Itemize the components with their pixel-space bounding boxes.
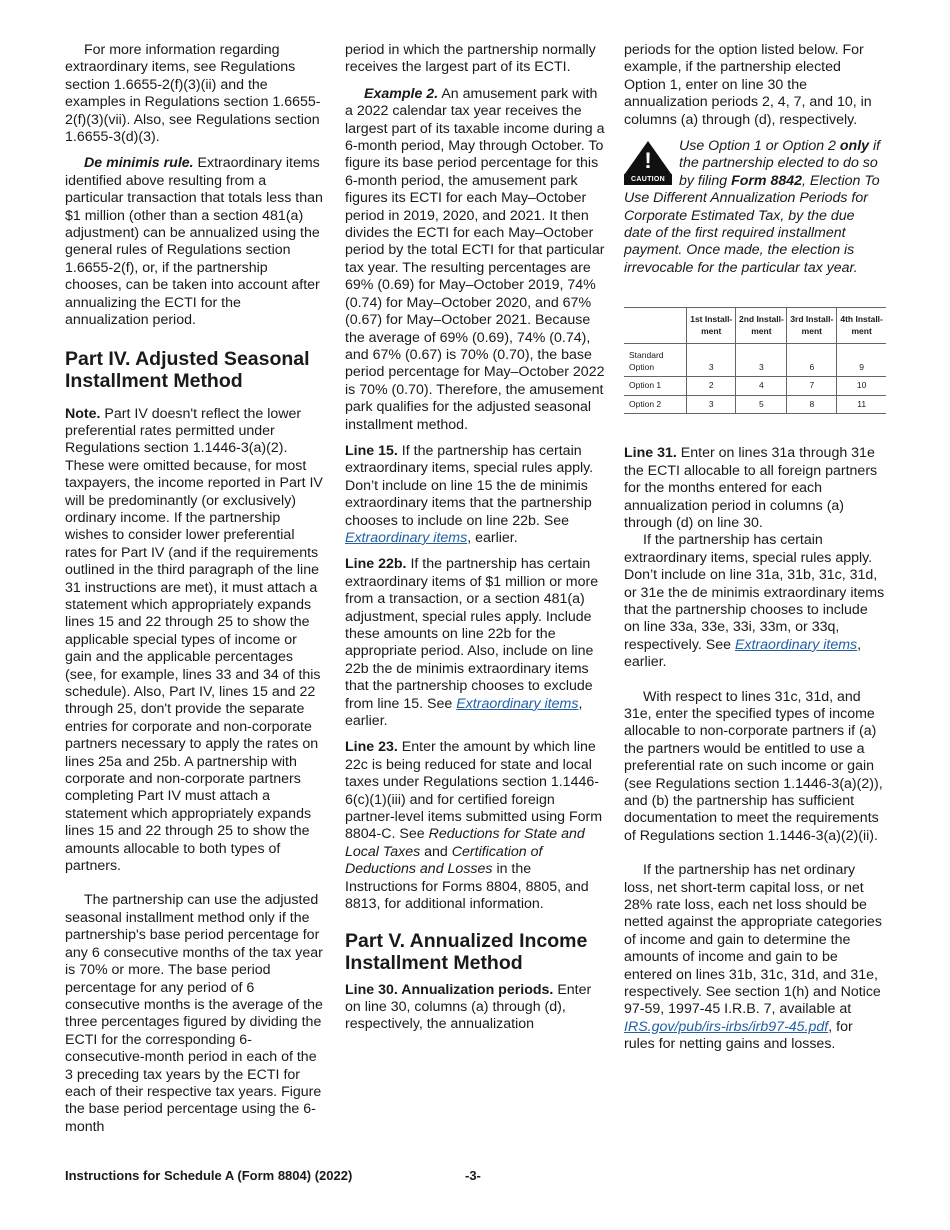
caution-only: only bbox=[839, 138, 870, 155]
caution-icon: ! CAUTION bbox=[624, 141, 672, 185]
net-loss-text: If the partnership has net ordinary loss, net short-term capital loss, or net 28% rate loss, each net loss should be netted against the appropriate categories of income and gain to determine the amounts of income and gain to be entered on lines 31b, 31c, 31d, and 31e, respectively. See section 1(h) and Notice 97-59, 1997-45 I.R.B. 7, available at bbox=[624, 862, 882, 1018]
line-22b-tail: , earlier. bbox=[345, 695, 583, 730]
table-cell: 3 bbox=[736, 344, 787, 377]
table-header-row bbox=[624, 308, 886, 344]
reductions-title: Reductions for State and Local Taxes bbox=[345, 826, 585, 860]
caution-text-2: if the partnership elected to do so by filing bbox=[679, 138, 881, 189]
line-31-lead: Line 31. bbox=[624, 445, 677, 462]
line-22b-text: If the partnership has certain extraordinary items of $1 million or more from a transaction, or a section 481(a) adjustment, special rules apply. Include these amounts on line 22b for the appropriate period. Also, include on line 22b the de minimis extraordinary items that the partnership chooses to exclude from line 15. See bbox=[345, 556, 599, 712]
column-2 bbox=[345, 42, 607, 1043]
paragraph-continued: periods for the option listed below. For example, if the partnership elected Option 1, enter on line 30 the annualization periods 2, 4, 7, and 10, in columns (a) through (d), respectively. bbox=[624, 42, 872, 128]
table-cell: 5 bbox=[736, 395, 787, 414]
column-3 bbox=[624, 42, 886, 1063]
table-cell: 3 bbox=[687, 395, 736, 414]
line-23-text: Enter the amount by which line 22c is being reduced for state and local taxes under Regulations section 1.1446-6(c)(1)(iii) and for certified foreign partner-level items submitted using Form 8804-C. See bbox=[345, 739, 603, 843]
paragraph-line-31-extraordinary bbox=[624, 532, 886, 671]
extraordinary-items-link[interactable]: Extraordinary items bbox=[456, 695, 579, 712]
extraordinary-items-link[interactable]: Extraordinary items bbox=[345, 529, 468, 546]
paragraph-continued: period in which the partnership normally receives the largest part of its ECTI. bbox=[345, 42, 596, 76]
paragraph-note bbox=[65, 406, 327, 876]
paragraph-example-2 bbox=[345, 86, 607, 434]
table-cell: 8 bbox=[787, 395, 837, 414]
table-cell: 10 bbox=[837, 377, 886, 396]
part-iv-heading: Part IV. Adjusted Seasonal Installment Method bbox=[65, 347, 310, 392]
table-header: 2nd Install-ment bbox=[736, 308, 787, 344]
table-cell: 3 bbox=[687, 344, 736, 377]
caution-text-1: Use Option 1 or Option 2 bbox=[679, 138, 836, 155]
paragraph-line-30 bbox=[345, 982, 607, 1034]
line-15-tail: , earlier. bbox=[467, 529, 518, 546]
row-label: Standard Option bbox=[629, 350, 664, 372]
paragraph-line-31 bbox=[624, 445, 886, 532]
paragraph-lines-31c-31e: With respect to lines 31c, 31d, and 31e, enter the specified types of income allocable to non-corporate partners if (a) the partners would be entitled to use a preferential rate on such income or gain (see Regulations section 1.1446-3(a)(2)), and (b) the partnership has sufficient documentation to meet the requirements of Regulations section 1.1446-3(a)(2)(ii). bbox=[624, 688, 883, 844]
caution-form: Form 8842 bbox=[731, 172, 803, 189]
line-30-text: Enter on line 30, columns (a) through (d), respectively, the annualization bbox=[345, 981, 592, 1033]
note-lead: Note. bbox=[65, 405, 101, 422]
table-row bbox=[624, 344, 886, 377]
line-15-lead: Line 15. bbox=[345, 442, 398, 459]
table-cell: 6 bbox=[787, 344, 837, 377]
de-minimis-lead: De minimis rule. bbox=[84, 155, 194, 172]
caution-text-3: , Election To Use Different Annualization Periods for Corporate Estimated Tax, by the due date of the first required installment payment. Once made, the election is irrevocable for the particular tax year. bbox=[624, 172, 880, 276]
line-30-lead: Line 30. Annualization periods. bbox=[345, 981, 554, 998]
paragraph-extraordinary-info: For more information regarding extraordinary items, see Regulations section 1.6655-2(f)(3)(ii) and the examples in Regulations section 1.6655-2(f)(3)(vii). Also, see Regulations section 1.6655-3(d)(3). bbox=[65, 42, 321, 146]
table-header: 1st Install-ment bbox=[687, 308, 736, 344]
paragraph-de-minimis bbox=[65, 155, 327, 329]
net-loss-tail: , for rules for netting gains and losses. bbox=[624, 1018, 853, 1053]
table-cell: 7 bbox=[787, 377, 837, 396]
paragraph-line-15 bbox=[345, 443, 607, 547]
paragraph-line-23 bbox=[345, 739, 607, 913]
example-2-lead: Example 2. bbox=[364, 85, 439, 102]
line-31-tail: , earlier. bbox=[624, 636, 862, 671]
line-15-text: If the partnership has certain extraordinary items, special rules apply. Don’t include on line 15 the de minimis extraordinary items that the partnership chooses to include on line 22b. See bbox=[345, 442, 594, 529]
table-cell: 4 bbox=[736, 377, 787, 396]
table-row bbox=[624, 395, 886, 414]
table-cell: 2 bbox=[687, 377, 736, 396]
line-22b-lead: Line 22b. bbox=[345, 556, 407, 573]
line-23-lead: Line 23. bbox=[345, 739, 398, 756]
table-header: 4th Install-ment bbox=[837, 308, 886, 344]
example-2-text: An amusement park with a 2022 calendar tax year receives the largest part of its taxable income during a 6-month period, May through October. To figure its base period percentage for this 6-month period, the amusement park figures its ECTI for each May–October period in 2019, 2020, and 2021. It then divides the ECTI for each May–October period by the total ECTI for that particular tax year. The resulting percentages are 69% (0.69) for May–October 2019, 74% (0.74) for May–October 2020, and 67% (0.67) for May–October 2021. Because the average of 69% (0.69), 74% (0.74), and 67% (0.67) is 70% (0.70), the base period percentage for May–October 2022 is 70% (0.70). Therefore, the amusement park qualifies for the adjusted seasonal installment method. bbox=[345, 85, 605, 433]
part-v-heading: Part V. Annualized Income Installment Method bbox=[345, 929, 588, 974]
table-header: 3rd Install-ment bbox=[787, 308, 837, 344]
paragraph-net-loss bbox=[624, 862, 886, 1053]
caution-note bbox=[624, 138, 886, 277]
annualization-options-table bbox=[624, 307, 886, 414]
table-row bbox=[624, 377, 886, 396]
line-23-tail: in the Instructions for Forms 8804, 8805, and 8813, for additional information. bbox=[345, 861, 589, 913]
note-text: Part IV doesn't reflect the lower preferential rates permitted under Regulations section 1.1446-3(a)(2). These were omitted because, for most taxpayers, the income reported in Part IV will be predominantly (or exclusively) ordinary income. If the partnership wishes to consider lower preferential rates for Part IV (and if the requirements outlined in the third paragraph of the line 31 instructions are met), it must attach a statement which appropriately expands lines 15 and 22 through 25 to show the applicable special types of income or gain and the applicable percentages (see, for example, lines 33 and 34 of this schedule). Also, Part IV, lines 15 and 22 through 25, don't provide the separate entries for corporate and non-corporate partners necessary to apply the rates on lines 25a and 25b. A partnership with corporate and non-corporate partners completing Part IV must attach a statement which appropriately expands lines 15 and 22 through 25 to show the amounts allocable to both types of partners. bbox=[65, 405, 323, 875]
irb-pdf-link[interactable]: IRS.gov/pub/irs-irbs/irb97-45.pdf bbox=[624, 1018, 829, 1035]
column-1 bbox=[65, 42, 327, 1145]
table-cell: 9 bbox=[837, 344, 886, 377]
paragraph-line-22b bbox=[345, 556, 607, 730]
certification-title: Certification of Deductions and Losses bbox=[345, 843, 543, 878]
line-31-text: Enter on lines 31a through 31e the ECTI allocable to all foreign partners for the months entered for each annualization period in columns (a) through (d) on line 30. bbox=[624, 445, 878, 531]
footer-form-title: Instructions for Schedule A (Form 8804) (2022) bbox=[65, 1168, 353, 1183]
page-number: -3- bbox=[465, 1168, 481, 1183]
row-label: Option 1 bbox=[629, 380, 662, 391]
table-cell: 11 bbox=[837, 395, 886, 414]
extraordinary-items-link[interactable]: Extraordinary items bbox=[734, 636, 858, 653]
line-31-p2: If the partnership has certain extraordinary items, special rules apply. Don’t include on line 31a, 31b, 31c, 31d, or 31e the de minimis extraordinary items that the partnership chooses to include on line 33a, 33e, 33i, 33m, or 33q, respectively. See bbox=[624, 532, 885, 653]
caution-word: CAUTION bbox=[631, 176, 665, 184]
paragraph-base-period: The partnership can use the adjusted seasonal installment method only if the partnership's base period percentage for any 6 consecutive months of the tax year is 70% or more. The base period percentage for any period of 6 consecutive months is the average of the three percentages figured by dividing the ECTI for the corresponding 6-consecutive-month period in each of the 3 preceding tax years by the ECTI for each of their respective tax years. Figure the base period percentage using the 6-month bbox=[65, 892, 323, 1135]
de-minimis-text: Extraordinary items identified above resulting from a particular transaction that totals less than $1 million (other than a section 481(a) adjustment) can be annualized using the general rules of Regulations section 1.6655-2(f), or, if the partnership chooses, can be taken into account after annualizing the ECTI for the annualization period. bbox=[65, 155, 323, 329]
row-label: Option 2 bbox=[629, 398, 662, 409]
line-23-and: and bbox=[424, 843, 448, 860]
